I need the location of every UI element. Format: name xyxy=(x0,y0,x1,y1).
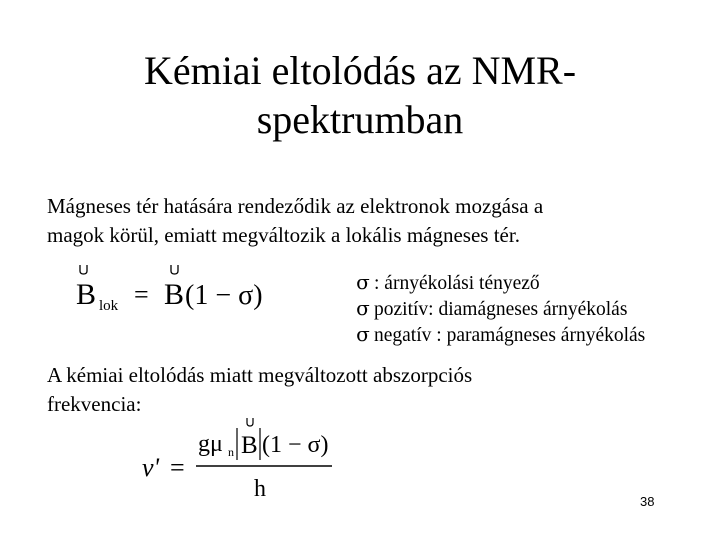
title-line-1: Kémiai eltolódás az NMR- xyxy=(143,48,577,93)
page-number: 38 xyxy=(640,494,655,509)
legend-text: : árnyékolási tényező xyxy=(374,273,540,294)
equals-sign: = xyxy=(134,280,149,309)
shielding-factor: (1 − σ) xyxy=(185,280,263,311)
field-subscript: lok xyxy=(99,298,119,314)
vector-mark-icon xyxy=(247,418,253,426)
numerator-subscript: n xyxy=(228,445,234,459)
field-symbol: B xyxy=(76,278,97,311)
sigma-symbol: σ xyxy=(356,322,370,346)
vector-mark-icon xyxy=(80,265,87,274)
equals-sign: = xyxy=(170,453,185,482)
shift-line-2: frekvencia: xyxy=(47,392,142,416)
numerator-constants: gμ xyxy=(198,431,223,457)
frequency-symbol: ν' xyxy=(142,453,160,482)
sigma-symbol: σ xyxy=(356,270,370,294)
legend-text: negatív : paramágneses árnyékolás xyxy=(374,325,646,346)
legend-item xyxy=(352,270,645,296)
frequency-formula xyxy=(140,414,340,504)
legend-item xyxy=(352,322,645,348)
legend-text: pozitív: diamágneses árnyékolás xyxy=(374,299,628,320)
slide-title xyxy=(0,46,720,144)
title-line-2: spektrumban xyxy=(256,97,464,142)
local-field-formula xyxy=(72,258,302,318)
legend-item xyxy=(352,296,645,322)
denominator: h xyxy=(254,476,266,502)
shielding-legend xyxy=(352,270,645,348)
intro-line-1: Mágneses tér hatására rendeződik az elektronok mozgása a xyxy=(47,194,544,218)
shift-line-1: A kémiai eltolódás miatt megváltozott abszorpciós xyxy=(47,363,473,387)
numerator-factor: (1 − σ) xyxy=(262,432,329,458)
shift-paragraph xyxy=(47,361,567,419)
numerator-field: B xyxy=(241,432,258,459)
rhs-field-symbol: B xyxy=(164,278,185,311)
intro-line-2: magok körül, emiatt megváltozik a lokális mágneses tér. xyxy=(47,223,520,247)
sigma-symbol: σ xyxy=(356,296,370,320)
intro-paragraph xyxy=(47,192,687,250)
vector-mark-icon xyxy=(171,265,178,274)
